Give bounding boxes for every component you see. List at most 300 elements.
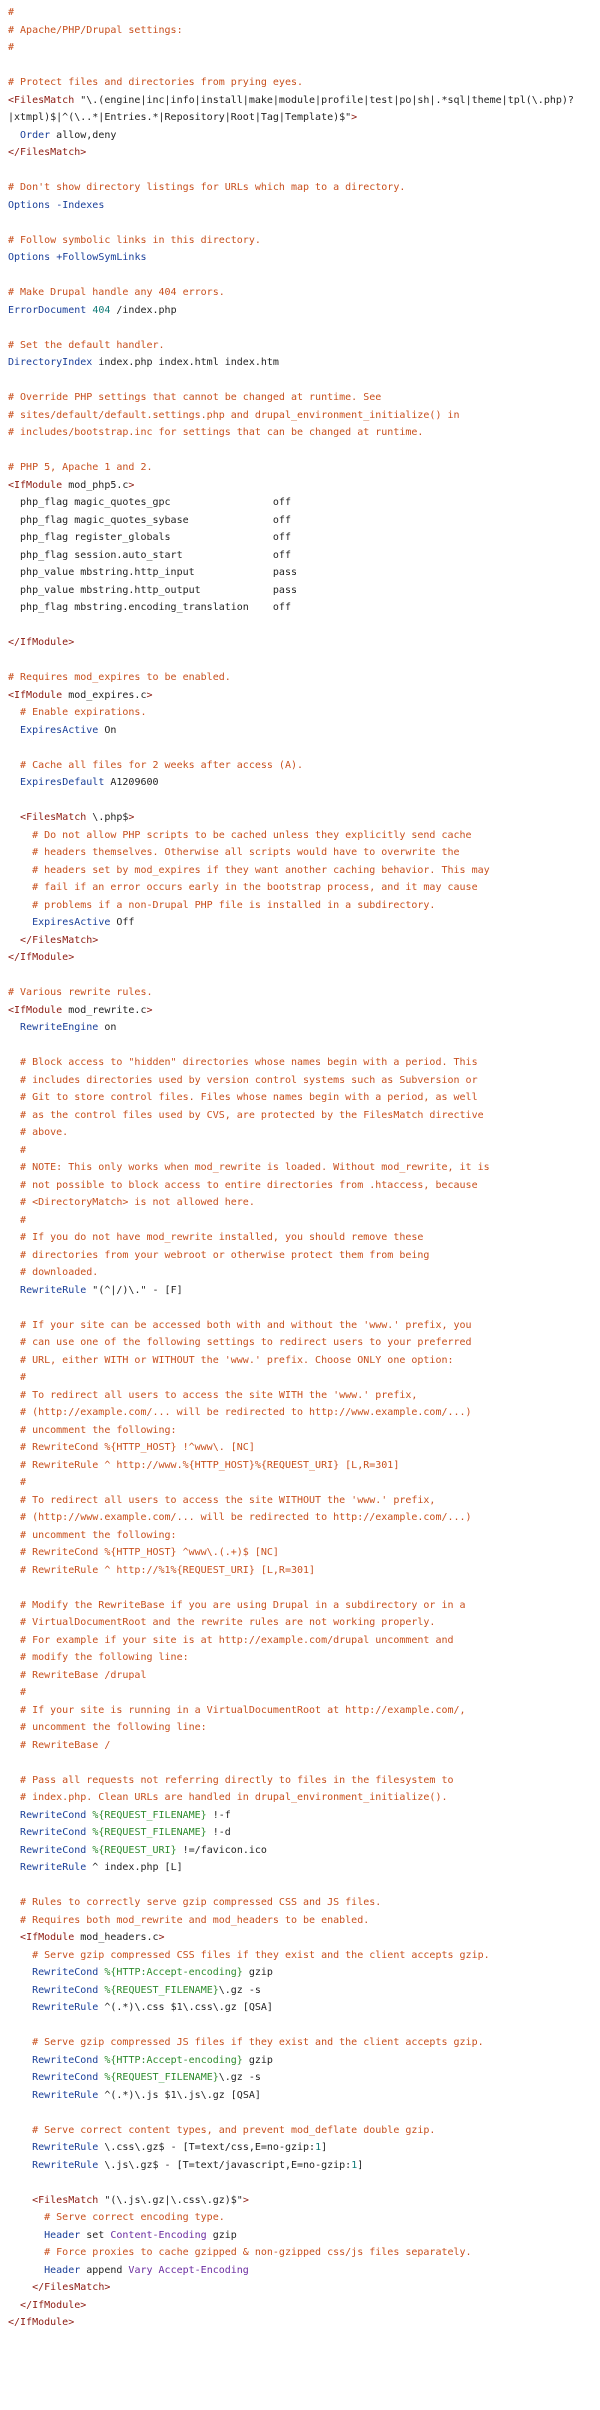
code-line [8, 1719, 600, 1737]
code-text: php_flag magic_quotes_gpc off [8, 497, 291, 508]
code-directive: ExpiresDefault [20, 777, 105, 788]
code-text: \.gz -s [218, 1984, 261, 1996]
code-line [8, 932, 600, 950]
code-comment: # RewriteBase /drupal [8, 1669, 147, 1681]
code-comment: # Modify the RewriteBase if you are using Drupal in a subdirectory or in a [8, 1599, 466, 1611]
code-text: php_flag session.auto_start off [8, 549, 291, 561]
code-text: php_value mbstring.http_output pass [8, 584, 297, 596]
code-line [8, 2174, 600, 2192]
code-text: ] [357, 2159, 364, 2171]
code-line [8, 1124, 600, 1142]
code-text [8, 1967, 32, 1978]
code-directive: ExpiresActive [32, 917, 111, 928]
code-directive: RewriteRule [32, 2002, 99, 2013]
code-line [8, 2279, 600, 2297]
code-line [8, 862, 600, 880]
code-text: on [98, 1022, 117, 1033]
code-text [8, 2055, 32, 2066]
code-variable: %{REQUEST_FILENAME} [104, 1984, 219, 1996]
code-comment: # includes/bootstrap.inc for settings that can be changed at runtime. [8, 427, 424, 438]
code-comment: # not possible to block access to entire directories from .htaccess, because [8, 1179, 478, 1191]
code-comment: # problems if a non-Drupal PHP file is installed in a subdirectory. [8, 899, 436, 911]
code-tag: <FilesMatch [32, 2194, 105, 2206]
code-line [8, 967, 600, 985]
code-text [8, 1022, 20, 1033]
code-comment: # index.php. Clean URLs are handled in drupal_environment_initialize(). [8, 1792, 448, 1803]
code-line [8, 757, 600, 775]
code-comment: # Block access to "hidden" directories whose names begin with a period. This [8, 1057, 478, 1068]
code-tag: </FilesMatch> [8, 147, 87, 158]
code-comment: # If you do not have mod_rewrite installed, you should remove these [8, 1232, 424, 1243]
code-line [8, 1579, 600, 1597]
code-line [8, 1247, 600, 1265]
code-comment: # uncomment the following: [8, 1424, 177, 1436]
code-line [8, 1002, 600, 1020]
code-directive: Header [44, 2229, 81, 2241]
code-line [8, 109, 600, 127]
code-line [8, 4, 600, 22]
code-comment: # If your site can be accessed both with and without the 'www.' prefix, you [8, 1319, 472, 1331]
code-line [8, 809, 600, 827]
code-line [8, 1894, 600, 1912]
code-tag: <FilesMatch [20, 812, 93, 823]
code-line [8, 1597, 600, 1615]
code-line [8, 1404, 600, 1422]
code-line [8, 1737, 600, 1755]
code-line [8, 494, 600, 512]
code-line [8, 1369, 600, 1387]
code-line [8, 774, 600, 792]
code-line [8, 529, 600, 547]
code-directive: RewriteCond [20, 1844, 87, 1856]
code-text: index.php index.html index.htm [92, 357, 279, 368]
code-comment: # [8, 1687, 27, 1698]
code-tag: </IfModule> [8, 952, 75, 963]
code-line [8, 1439, 600, 1457]
code-text: !-d [206, 1827, 231, 1838]
code-line [8, 424, 600, 442]
code-directive: RewriteCond [20, 1827, 87, 1838]
code-comment: # Apache/PHP/Drupal settings: [8, 24, 183, 36]
code-line [8, 2209, 600, 2227]
code-text [8, 1285, 20, 1296]
code-comment: # Various rewrite rules. [8, 987, 153, 998]
code-directive: RewriteRule [32, 2142, 99, 2153]
code-line [8, 512, 600, 530]
code-line [8, 144, 600, 162]
code-text: \.js\.gz$ - [T=text/javascript,E=no-gzip: [98, 2159, 352, 2171]
code-line [8, 2087, 600, 2105]
code-line [8, 1859, 600, 1877]
code-comment: # Serve correct encoding type. [8, 2212, 225, 2223]
code-comment: # [8, 42, 15, 53]
code-directive: RewriteCond [32, 1984, 99, 1996]
code-line [8, 302, 600, 320]
code-comment: # downloaded. [8, 1267, 99, 1278]
code-comment: # Requires both mod_rewrite and mod_headers to be enabled. [8, 1914, 370, 1926]
code-line [8, 267, 600, 285]
code-line [8, 337, 600, 355]
code-line [8, 1649, 600, 1667]
code-directive: Header [44, 2264, 81, 2276]
code-line [8, 442, 600, 460]
code-comment: # Enable expirations. [8, 707, 147, 718]
code-text: !-f [206, 1809, 231, 1821]
code-comment: # [8, 1144, 27, 1156]
code-line [8, 2139, 600, 2157]
code-text: ^(.*)\.css $1\.css\.gz [QSA] [98, 2002, 273, 2013]
code-line [8, 1614, 600, 1632]
code-text: php_value mbstring.http_input pass [8, 567, 297, 578]
code-text: php_flag magic_quotes_sybase off [8, 514, 291, 526]
code-text: "(\.js\.gz|\.css\.gz)$" [104, 2194, 243, 2206]
code-line [8, 1299, 600, 1317]
code-line [8, 389, 600, 407]
code-line [8, 1842, 600, 1860]
code-text [8, 1827, 20, 1838]
code-line [8, 827, 600, 845]
code-line [8, 1177, 600, 1195]
code-comment: # If your site is running in a VirtualDocumentRoot at http://example.com/, [8, 1704, 466, 1716]
code-tag: > [128, 479, 135, 491]
code-comment: # RewriteCond %{HTTP_HOST} !^www\. [NC] [8, 1442, 255, 1453]
code-line [8, 1789, 600, 1807]
code-directive: RewriteCond [32, 2054, 99, 2066]
code-comment: # includes directories used by version control systems such as Subversion or [8, 1074, 478, 1086]
code-line [8, 1194, 600, 1212]
code-text: mod_php5.c [62, 479, 129, 491]
code-comment: # <DirectoryMatch> is not allowed here. [8, 1197, 255, 1208]
code-variable: %{REQUEST_FILENAME} [92, 1809, 207, 1821]
code-comment: # RewriteCond %{HTTP_HOST} ^www\.(.+)$ [NC] [8, 1547, 279, 1558]
code-directive: -Indexes [56, 199, 105, 211]
code-comment: # can use one of the following settings to redirect users to your preferred [8, 1337, 472, 1348]
code-line [8, 1667, 600, 1685]
code-header-name: Vary Accept-Encoding [128, 2264, 249, 2276]
code-text: gzip [242, 1967, 273, 1978]
code-tag: <IfModule [8, 1004, 63, 1016]
code-directive: RewriteCond [32, 2072, 99, 2083]
code-line [8, 2104, 600, 2122]
code-line [8, 1107, 600, 1125]
code-comment: # URL, either WITH or WITHOUT the 'www.' prefix. Choose ONLY one option: [8, 1354, 454, 1366]
code-text: php_flag mbstring.encoding_translation off [8, 602, 291, 613]
code-text: "\.(engine|inc|info|install|make|module|profile|test|po|sh|.*sql|theme|tpl(\.php)? [80, 94, 574, 106]
code-comment: # VirtualDocumentRoot and the rewrite rules are not working properly. [8, 1617, 436, 1628]
code-comment: # (http://www.example.com/... will be redirected to http://example.com/...) [8, 1512, 472, 1523]
code-comment: # Serve correct content types, and prevent mod_deflate double gzip. [8, 2124, 436, 2136]
code-text [8, 2265, 44, 2276]
code-line [8, 1632, 600, 1650]
code-comment: # [8, 1477, 27, 1488]
code-text [8, 2160, 32, 2171]
code-line [8, 2244, 600, 2262]
code-directive: RewriteEngine [20, 1022, 99, 1033]
code-text: \.gz -s [218, 2072, 261, 2083]
code-comment: # headers themselves. Otherwise all scripts would have to overwrite the [8, 847, 460, 858]
code-comment: # [8, 7, 15, 18]
code-comment: # [8, 1214, 27, 1226]
code-tag: </FilesMatch> [32, 2282, 111, 2293]
code-text [8, 1985, 32, 1996]
code-line [8, 179, 600, 197]
code-comment: # [8, 1372, 27, 1383]
code-text [8, 917, 32, 928]
code-line [8, 1527, 600, 1545]
code-comment: # Pass all requests not referring directly to files in the filesystem to [8, 1774, 454, 1786]
code-line [8, 1772, 600, 1790]
code-line [8, 1264, 600, 1282]
code-header-name: Content-Encoding [110, 2229, 207, 2241]
code-text: \.css\.gz$ - [T=text/css,E=no-gzip: [98, 2142, 316, 2153]
code-comment: # Git to store control files. Files whose names begin with a period, as well [8, 1092, 478, 1103]
code-line [8, 1142, 600, 1160]
code-line [8, 354, 600, 372]
code-directive: Options [8, 252, 51, 263]
code-line [8, 1457, 600, 1475]
code-comment: # Do not allow PHP scripts to be cached unless they explicitly send cache [8, 829, 472, 841]
code-text: gzip [206, 2229, 237, 2241]
code-line [8, 582, 600, 600]
code-text: mod_rewrite.c [62, 1004, 147, 1016]
code-line [8, 39, 600, 57]
code-line [8, 127, 600, 145]
code-variable: %{REQUEST_FILENAME} [104, 2072, 219, 2083]
code-tag: <IfModule [8, 689, 63, 701]
code-tag: </IfModule> [8, 637, 75, 648]
code-comment: # Set the default handler. [8, 339, 165, 351]
code-line [8, 1912, 600, 1930]
code-line [8, 914, 600, 932]
code-text [8, 2230, 44, 2241]
code-text: !=/favicon.ico [176, 1844, 267, 1856]
code-line [8, 2017, 600, 2035]
code-line [8, 1054, 600, 1072]
code-directive: RewriteCond [32, 1967, 99, 1978]
code-comment: # fail if an error occurs early in the bootstrap process, and it may cause [8, 882, 478, 893]
code-line [8, 722, 600, 740]
code-comment: # Requires mod_expires to be enabled. [8, 672, 231, 683]
code-text: allow,deny [50, 129, 117, 141]
code-line [8, 319, 600, 337]
code-line [8, 1999, 600, 2017]
code-tag: <IfModule [8, 479, 63, 491]
code-text [8, 777, 20, 788]
code-line [8, 739, 600, 757]
code-text: php_flag register_globals off [8, 532, 291, 543]
code-text [8, 1845, 20, 1856]
code-comment: # uncomment the following line: [8, 1722, 207, 1733]
code-line [8, 2157, 600, 2175]
code-line [8, 2262, 600, 2280]
code-comment: # Protect files and directories from prying eyes. [8, 77, 304, 88]
code-comment: # RewriteRule ^ http://%1%{REQUEST_URI} [L,R=301] [8, 1564, 316, 1576]
code-line [8, 22, 600, 40]
code-line [8, 1089, 600, 1107]
code-directive: +FollowSymLinks [56, 252, 147, 263]
code-line [8, 284, 600, 302]
code-variable: %{HTTP:Accept-encoding} [104, 2054, 243, 2066]
code-comment: # (http://example.com/... will be redirected to http://www.example.com/...) [8, 1407, 472, 1418]
code-line [8, 57, 600, 75]
code-line [8, 2297, 600, 2315]
code-line [8, 669, 600, 687]
code-line [8, 1334, 600, 1352]
code-comment: # PHP 5, Apache 1 and 2. [8, 462, 153, 473]
code-comment: # Rules to correctly serve gzip compressed CSS and JS files. [8, 1897, 382, 1908]
code-comment: # directories from your webroot or otherwise protect them from being [8, 1249, 430, 1261]
code-line [8, 1282, 600, 1300]
code-directive: Options [8, 199, 51, 211]
code-line [8, 1877, 600, 1895]
code-line [8, 1684, 600, 1702]
code-line [8, 984, 600, 1002]
code-text [8, 812, 20, 823]
code-line [8, 652, 600, 670]
code-comment: # sites/default/default.settings.php and drupal_environment_initialize() in [8, 409, 460, 421]
code-line [8, 1824, 600, 1842]
code-comment: # Force proxies to cache gzipped & non-gzipped css/js files separately. [8, 2247, 472, 2258]
code-comment: # For example if your site is at http://example.com/drupal uncomment and [8, 1634, 454, 1646]
code-line [8, 1072, 600, 1090]
code-line [8, 1387, 600, 1405]
code-tag: </IfModule> [8, 2317, 75, 2328]
code-line [8, 2192, 600, 2210]
code-comment: # Serve gzip compressed JS files if they exist and the client accepts gzip. [8, 2037, 484, 2048]
code-comment: # above. [8, 1127, 69, 1138]
code-line [8, 949, 600, 967]
code-line [8, 1702, 600, 1720]
code-text [8, 2300, 20, 2311]
code-line [8, 1929, 600, 1947]
code-variable: %{REQUEST_FILENAME} [92, 1827, 207, 1838]
code-tag: > [146, 1004, 153, 1016]
code-directive: RewriteCond [20, 1809, 87, 1821]
code-text: "(^|/)\." - [F] [86, 1284, 183, 1296]
code-tag: <IfModule [20, 1932, 75, 1943]
code-text [8, 2142, 32, 2153]
code-variable: %{REQUEST_URI} [92, 1844, 177, 1856]
code-line [8, 1037, 600, 1055]
code-text [8, 2195, 32, 2206]
code-tag: > [158, 1932, 165, 1943]
code-line [8, 74, 600, 92]
code-comment: # Don't show directory listings for URLs which map to a directory. [8, 182, 406, 193]
code-text: ] [321, 2142, 328, 2153]
code-tag: </IfModule> [20, 2299, 87, 2311]
code-line [8, 1492, 600, 1510]
code-line [8, 792, 600, 810]
code-line [8, 162, 600, 180]
code-line [8, 1352, 600, 1370]
code-directive: RewriteRule [20, 1284, 87, 1296]
code-text [8, 2282, 32, 2293]
code-line [8, 634, 600, 652]
code-directive: ExpiresActive [20, 724, 99, 736]
code-text: mod_headers.c [74, 1932, 159, 1943]
code-text [8, 2090, 32, 2101]
code-line [8, 2034, 600, 2052]
code-line [8, 617, 600, 635]
code-line [8, 92, 600, 110]
code-line [8, 2122, 600, 2140]
code-text: On [98, 724, 117, 736]
code-text [8, 1810, 20, 1821]
code-text [8, 2002, 32, 2013]
code-line [8, 477, 600, 495]
code-text: ^ index.php [L] [86, 1862, 183, 1873]
code-line [8, 2052, 600, 2070]
code-comment: # Make Drupal handle any 404 errors. [8, 287, 225, 298]
code-line [8, 547, 600, 565]
code-line [8, 1544, 600, 1562]
code-directive: RewriteRule [32, 2089, 99, 2101]
code-text: gzip [242, 2054, 273, 2066]
code-comment: # Override PHP settings that cannot be changed at runtime. See [8, 392, 382, 403]
code-comment: # uncomment the following: [8, 1529, 177, 1541]
code-line [8, 214, 600, 232]
code-comment: # Follow symbolic links in this directory. [8, 234, 261, 246]
code-line [8, 1474, 600, 1492]
code-line [8, 599, 600, 617]
code-text [8, 1862, 20, 1873]
code-tag: </FilesMatch> [20, 934, 99, 946]
code-line [8, 844, 600, 862]
code-tag: > [351, 112, 358, 123]
code-line [8, 1229, 600, 1247]
code-tag: > [146, 689, 153, 701]
code-line [8, 372, 600, 390]
code-comment: # RewriteRule ^ http://www.%{HTTP_HOST}%{REQUEST_URI} [L,R=301] [8, 1459, 400, 1471]
code-comment: # NOTE: This only works when mod_rewrite is loaded. Without mod_rewrite, it is [8, 1162, 490, 1173]
code-comment: # Serve gzip compressed CSS files if they exist and the client accepts gzip. [8, 1949, 490, 1961]
code-line [8, 1754, 600, 1772]
code-text: ^(.*)\.js $1\.js\.gz [QSA] [98, 2089, 261, 2101]
code-line [8, 1964, 600, 1982]
code-directive: DirectoryIndex [8, 357, 93, 368]
code-text [8, 130, 20, 141]
code-line [8, 2069, 600, 2087]
code-text: \.php$ [92, 812, 129, 823]
code-line [8, 1212, 600, 1230]
code-tag: <FilesMatch [8, 94, 81, 106]
code-comment: # modify the following line: [8, 1652, 189, 1663]
code-directive: ErrorDocument [8, 304, 87, 316]
code-comment: # RewriteBase / [8, 1739, 111, 1751]
code-number: 404 [92, 304, 111, 316]
code-line [8, 232, 600, 250]
code-line [8, 1159, 600, 1177]
code-line [8, 1807, 600, 1825]
code-text: append [80, 2264, 129, 2276]
code-line [8, 564, 600, 582]
code-comment: # as the control files used by CVS, are protected by the FilesMatch directive [8, 1109, 484, 1121]
code-text [8, 725, 20, 736]
code-line [8, 2314, 600, 2332]
code-line [8, 1562, 600, 1580]
code-text: |xtmpl)$|^(\..*|Entries.*|Repository|Root|Tag|Template)$" [8, 112, 352, 123]
code-line [8, 249, 600, 267]
code-line [8, 879, 600, 897]
code-line [8, 197, 600, 215]
code-line [8, 1982, 600, 2000]
code-comment: # To redirect all users to access the site WITHOUT the 'www.' prefix, [8, 1494, 436, 1506]
code-directive: RewriteRule [32, 2159, 99, 2171]
code-variable: %{HTTP:Accept-encoding} [104, 1967, 243, 1978]
code-comment: # Cache all files for 2 weeks after access (A). [8, 759, 304, 771]
code-text: mod_expires.c [62, 689, 147, 701]
code-line [8, 1509, 600, 1527]
